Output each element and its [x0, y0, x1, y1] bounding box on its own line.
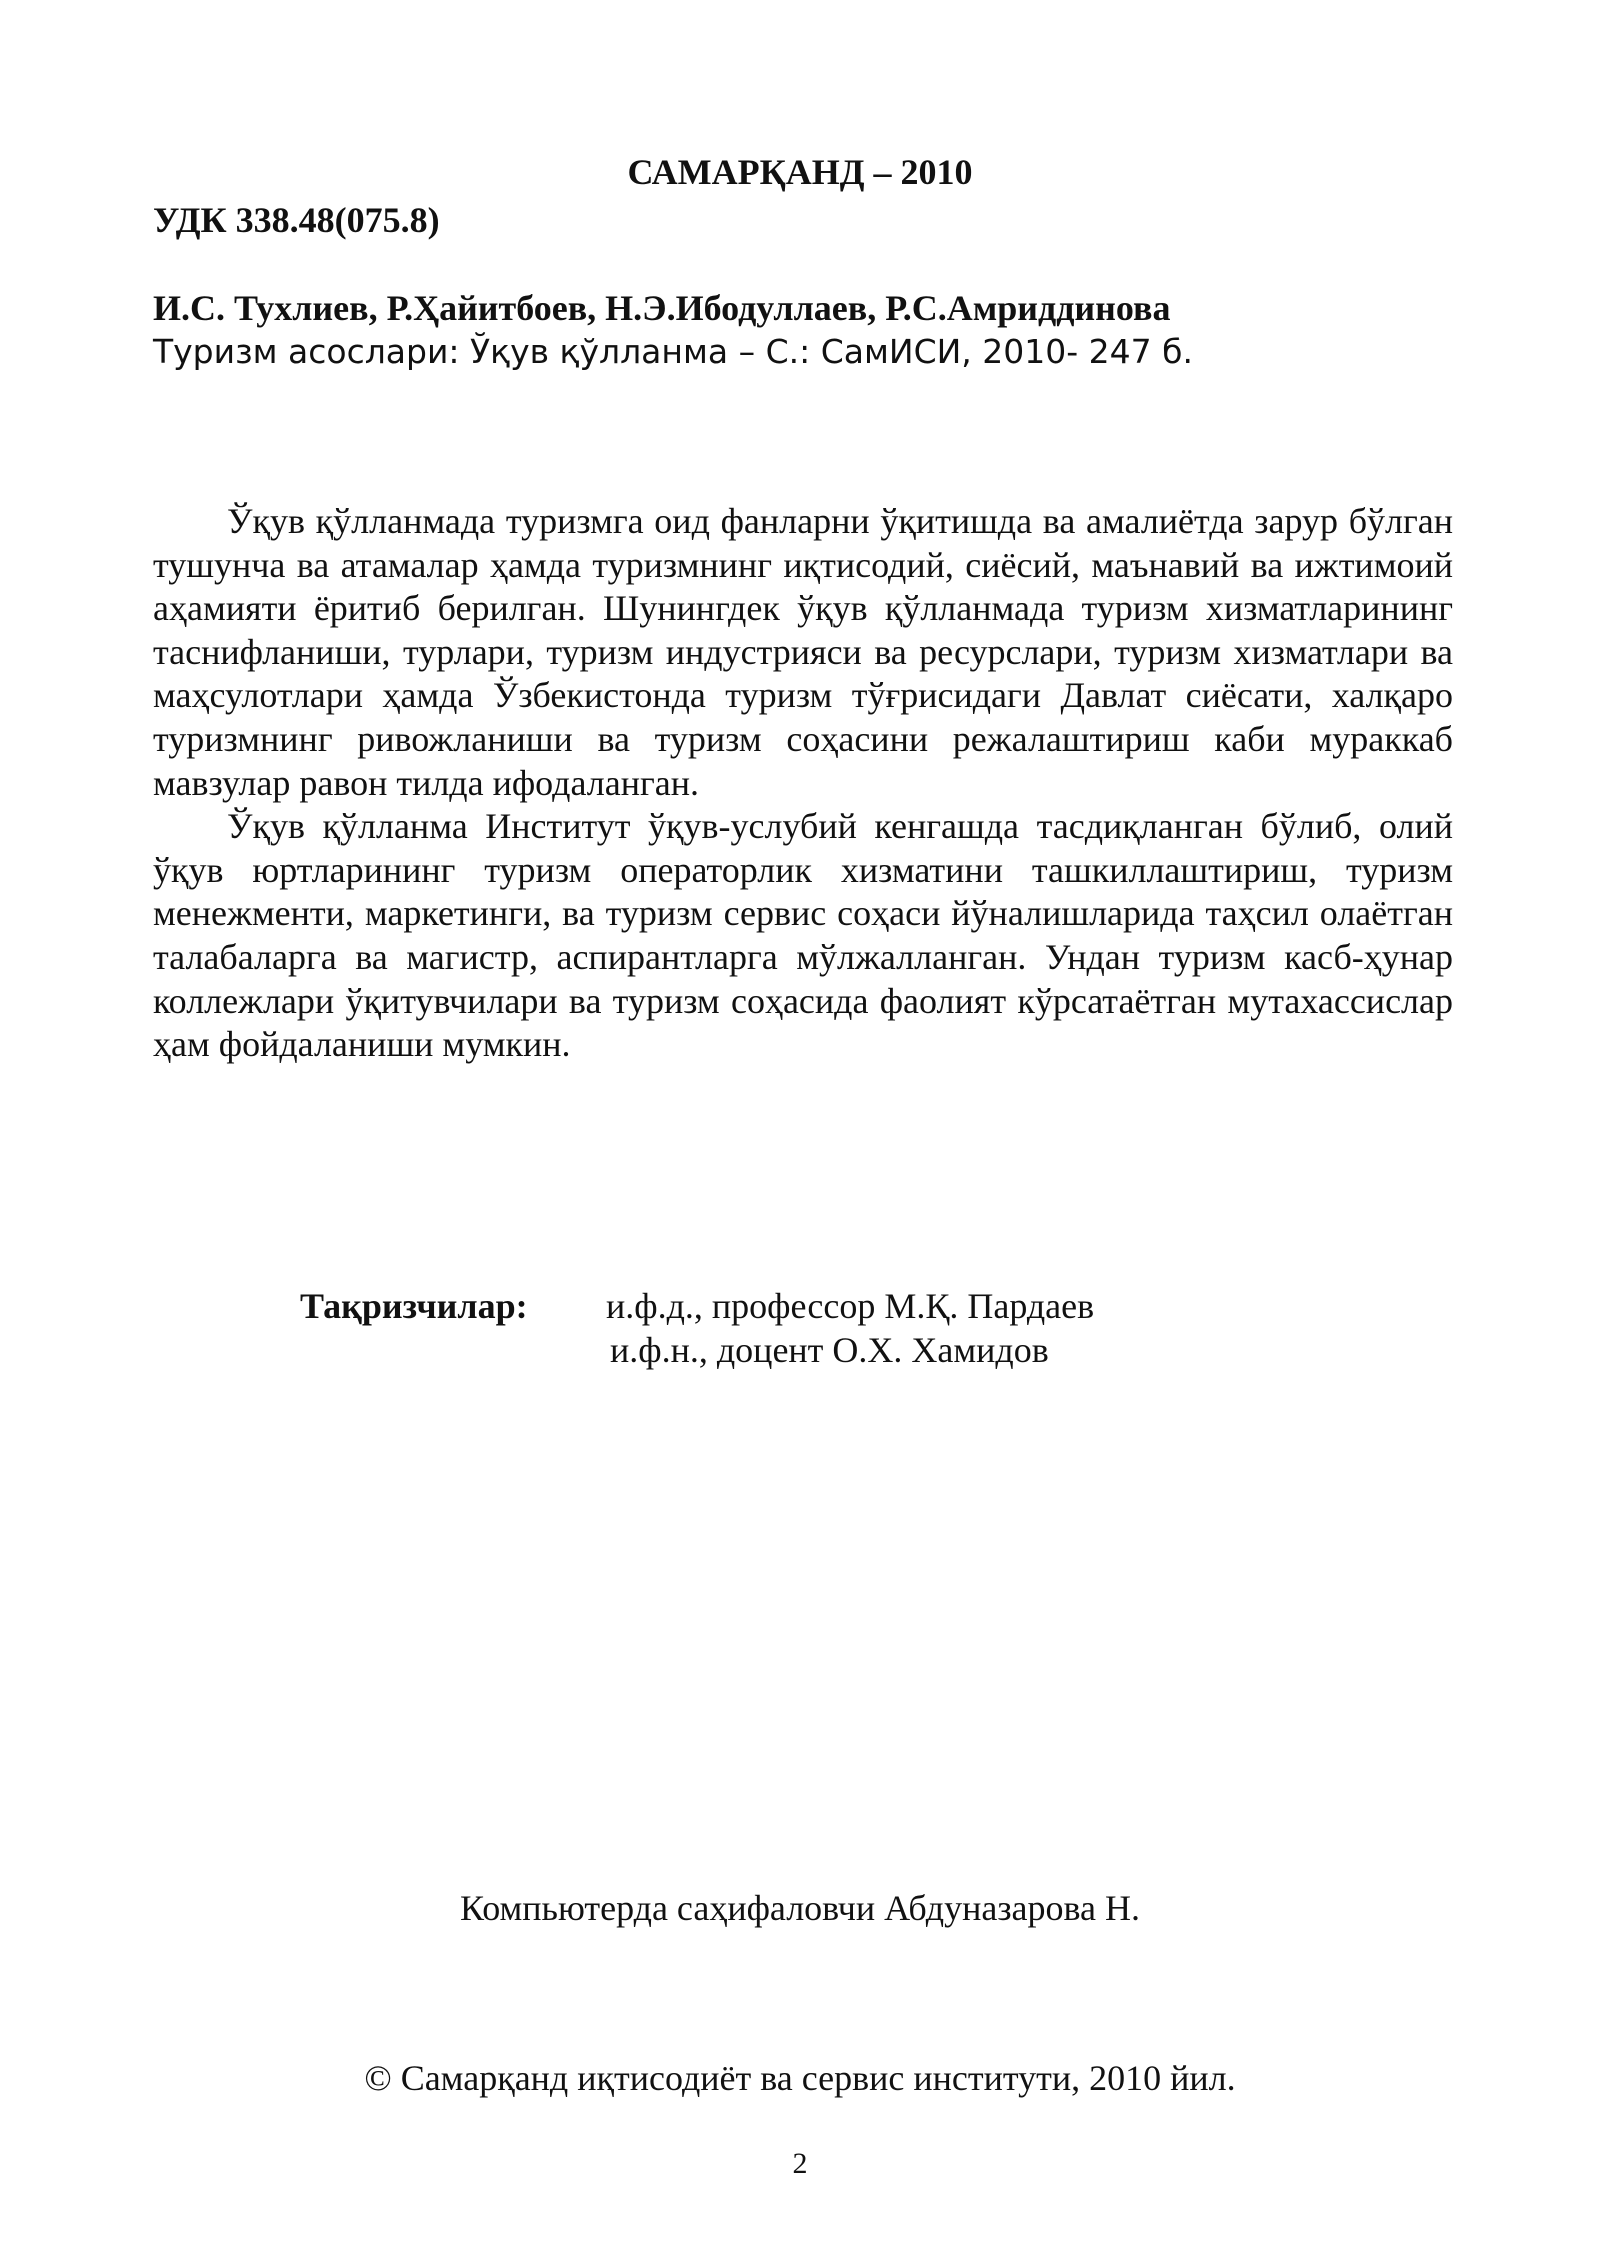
abstract	[153, 500, 1453, 1067]
bibliographic-citation: Туризм асослари: Ўқув қўлланма – С.: СамИСИ, 2010- 247 б.	[153, 332, 1193, 371]
publication-place-year: САМАРҚАНД – 2010	[627, 152, 973, 192]
abstract-paragraph: Ўқув қўлланмада туризмга оид фанларни ўқитишда ва амалиётда зарур бўлган тушунча ва атамалар ҳамда туризмнинг иқтисодий, сиёсий, маънавий ва ижтимоий аҳамияти ёритиб берилган. Шунингдек ўқув қўлланмада туризм хизматларининг таснифланиши, турлари, туризм индустрияси ва ресурслари, туризм хизматлари ва маҳсулотлари ҳамда Ўзбекистонда туризм тўғрисидаги Давлат сиёсати, халқаро туризмнинг ривожланиши ва туризм соҳасини режалаштириш каби мураккаб мавзулар равон тилда ифодаланган.	[153, 501, 1453, 803]
page-number: 2	[792, 2147, 808, 2180]
udk-code: УДК 338.48(075.8)	[153, 200, 440, 240]
abstract-paragraph: Ўқув қўлланма Институт ўқув-услубий кенгашда тасдиқланган бўлиб, олий ўқув юртларининг туризм операторлик хизматини ташкиллаштириш, туризм менежменти, маркетинги, ва туризм сервис соҳаси йўналишларида таҳсил олаётган талабаларга ва магистр, аспирантларга мўлжалланган. Ундан туризм касб-ҳунар коллежлари ўқитувчилари ва туризм соҳасида фаолият кўрсатаётган мутахассислар ҳам фойдаланиши мумкин.	[153, 806, 1453, 1065]
authors-line: И.С. Тухлиев, Р.Ҳайитбоев, Н.Э.Ибодуллаев, Р.С.Амриддинова	[153, 288, 1171, 328]
reviewers-label: Тақризчилар:	[300, 1286, 528, 1326]
typesetter-credit: Компьютерда саҳифаловчи Абдуназарова Н.	[459, 1888, 1141, 1928]
reviewer-entry: и.ф.д., профессор М.Қ. Пардаев	[606, 1286, 1095, 1326]
copyright-notice: © Самарқанд иқтисодиёт ва сервис институти, 2010 йил.	[364, 2058, 1236, 2098]
reviewer-entry: и.ф.н., доцент О.Х. Хамидов	[610, 1330, 1049, 1370]
